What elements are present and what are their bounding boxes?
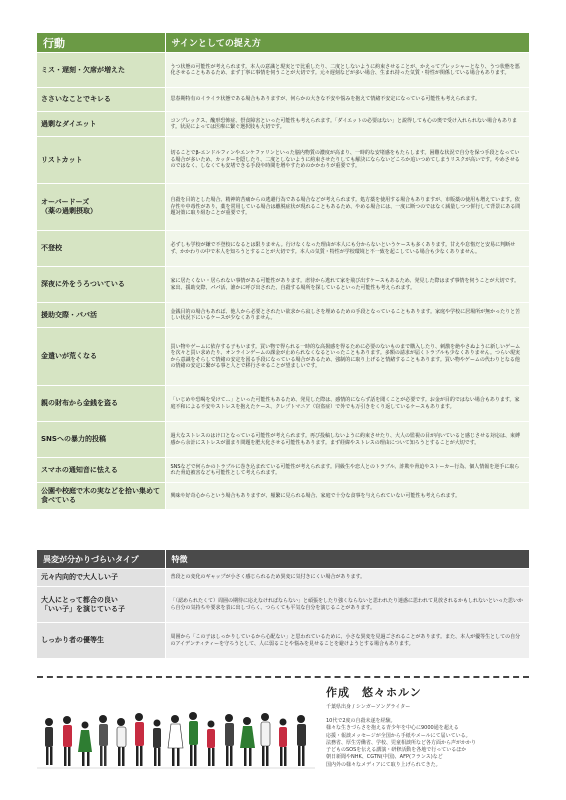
author-role: 千葉県出身 / シンガーソングライター bbox=[326, 704, 411, 710]
table-row bbox=[37, 303, 529, 328]
walking-person-figure bbox=[207, 721, 215, 767]
table-row bbox=[37, 483, 529, 510]
walking-person-figure bbox=[63, 716, 72, 766]
meaning-cell: 家に居たくない・居られない事情がある可能性があります。虐待から逃れて家を飛び出すケースもあるため、発見した際はまず事情を伺うことが大切です。家出、援助交際、パパ活、誰かに呼び出された、自殺する場所を探しているといった可能性も考えられます。 bbox=[165, 267, 529, 303]
meaning-cell: 自殺を目的とした場合、精神的苦痛からの逃避行為である場合などが考えられます。処方薬を使用する場合もありますが、市販薬の使用も増えています。依存性や中毒性があり、薬を常用している場合は離脱症状が現れることもあるため、やめる場合には、一度に断つのではなく減量しつつ併行して背景にある問題対策に取り組むことが重要です。 bbox=[165, 184, 529, 231]
behavior-cell: オーバードーズ （薬の過剰摂取） bbox=[37, 184, 165, 231]
meaning-cell: 過大なストレスのはけ口となっている可能性が考えられます。再び投稿しないように約束させたり、大人の監視の目が向いていると感じさせる対応は、束縛感から余計にストレスが溜まり問題を肥大化させる可能性もあります。まず経緯やストレスの理由について知ろうとすることが大切です。 bbox=[165, 422, 529, 458]
behavior-cell: ミス・遅刻・欠席が増えた bbox=[37, 53, 165, 88]
meaning-cell: SNSなどで何らかのトラブルに巻き込まれている可能性が考えられます。同級生や恋人とのトラブル、詐欺や脅迫やストーカー行為、個人情報を逆手に取られた脅迫被害なども可能性として考えられます。 bbox=[165, 458, 529, 483]
table-row bbox=[37, 137, 529, 184]
walking-person-figure bbox=[279, 719, 287, 767]
meaning-cell: 思春期特有のイライラ状態である場合もありますが、何らかの大きな不安や悩みを抱えて情緒不安定になっている可能性も考えられます。 bbox=[165, 88, 529, 112]
table-row bbox=[37, 267, 529, 303]
author-name: 作成 悠々ホルン bbox=[326, 686, 422, 699]
header-sign-meaning: サインとしての捉え方 bbox=[165, 33, 529, 53]
table-row bbox=[37, 422, 529, 458]
walking-person-figure bbox=[117, 718, 126, 766]
behavior-cell: リストカット bbox=[37, 137, 165, 184]
walking-person-figure bbox=[135, 713, 144, 766]
table-header-row bbox=[37, 33, 529, 53]
author-bio: 10代で2度の自殺未遂を経験。 様々な生きづらさを抱える青少年を中心に9000通を超える 応援・報談メッセージが全国から手紙やメールにて届いている。 法務省、厚生労働省、学校、児童相談所など各方面から声がかかり 子どものSOSを伝える講演・研修活動を各地で行っているほか 朝日新聞やNHK、CGTN(中国)、AFP(フランス)など 国内外の様々なメディアにて取り上げられてきた。 bbox=[326, 718, 477, 768]
behavior-cell: 公園や校庭で木の実などを拾い集めて食べている bbox=[37, 483, 165, 510]
walking-person-figure bbox=[240, 717, 255, 766]
dashed-divider bbox=[37, 676, 529, 678]
feature-cell: 「（認められたくて）周囲の期待に応えなければならない」と頑張をしたり強くならないと思われたり迷惑に思われて見放されるかもしれないといった思いから自分の気持ちや要求を表に出しづらく、つらくても平気な自分を演じることがあります。 bbox=[165, 587, 529, 623]
behavior-cell: 過剰なダイエット bbox=[37, 112, 165, 137]
table-row bbox=[37, 88, 529, 112]
table-row bbox=[37, 231, 529, 267]
meaning-cell: うつ状態の可能性が考えられます。本人の意識と現実とで比重したり、二度としないように約束させることが、かえってプレッシャーとなり、うつ状態を悪化させることもあるため、まず丁寧に事情を伺うことが大切です。元々遅刻などが多い場合、生まれ持った気質・特性が関係している場合もあります。 bbox=[165, 53, 529, 88]
table-row bbox=[37, 569, 529, 587]
behavior-cell: 不登校 bbox=[37, 231, 165, 267]
table-row bbox=[37, 328, 529, 386]
table-header-row bbox=[37, 550, 529, 569]
table-row bbox=[37, 587, 529, 623]
behavior-cell: SNSへの暴力的投稿 bbox=[37, 422, 165, 458]
table-row bbox=[37, 386, 529, 422]
author-profile bbox=[326, 684, 536, 769]
walking-person-figure bbox=[78, 722, 92, 767]
table-row bbox=[37, 184, 529, 231]
meaning-cell: 必ずしも学校が嫌で不登校になるとは限りません。行けなくなった理由が本人にも分からないというケースも多くあります。甘えや怠惰だと安易に判断せず、かかわりの中で本人を知ろうとすることが大切です。本人の気質・特性が学校環境と不一致を起こしている場合も少なくありません。 bbox=[165, 231, 529, 267]
feature-cell: 周囲から「この子はしっかりしているから心配ない」と思われているために、小さな異変を見過ごされることがあります。また、本人が優等生としての自分のアイデンティティーを守ろうとして、人に弱ることや悩みを見せることを避けようとする場合もあります。 bbox=[165, 623, 529, 659]
behavior-cell: 援助交際・パパ活 bbox=[37, 303, 165, 328]
walking-person-figure bbox=[99, 715, 108, 766]
type-cell: 元々内向的で大人しい子 bbox=[37, 569, 165, 587]
table-row bbox=[37, 458, 529, 483]
walking-person-figure bbox=[297, 715, 306, 766]
behavior-cell: スマホの通知音に怯える bbox=[37, 458, 165, 483]
meaning-cell: 「いじめや恐喝を受けて…」といった可能性もあるため、発見した際は、感情的にならず話を聞くことが必要です。お金が目的ではない場合もあります。家庭不和による不安やストレスを抱えたケース、クレプトマニア（窃盗症）で外でも万引きをくり返しているケースもあります。 bbox=[165, 386, 529, 422]
behavior-sign-table bbox=[37, 33, 529, 510]
table-row bbox=[37, 53, 529, 88]
behavior-cell: 深夜に外をうろついている bbox=[37, 267, 165, 303]
hard-to-notice-table bbox=[37, 550, 529, 659]
walking-person-figure bbox=[153, 720, 161, 767]
walking-person-figure bbox=[189, 712, 198, 766]
meaning-cell: 切ることでβ-エンドルフィンやエンケファリンといった脳内物質の濃度が高まり、一時的な安堵感をもたらします。困難な状況で自分を保つ手段となっている場合が多いため、カッターを隠したり、二度としないように約束させたりしても解決にならないどころか追いつめてしまうリスクが高いです。やめさせるのではなく、しなくても安堵できる手段や時間を増やすためのかかわりが重要です。 bbox=[165, 137, 529, 184]
walking-person-figure bbox=[225, 714, 234, 766]
meaning-cell: コンプレックス、醜形恐怖症、摂食障害といった可能性も考えられます。「ダイエットの必要はない」と説得しても心の奥で受け入れられない場合もあります。状況によっては医療に繋ぐ選択肢も大切です。 bbox=[165, 112, 529, 137]
header-type: 異変が分かりづらいタイプ bbox=[37, 550, 165, 569]
walking-person-figure bbox=[261, 713, 270, 766]
behavior-cell: 金遣いが荒くなる bbox=[37, 328, 165, 386]
behavior-cell: ささいなことでキレる bbox=[37, 88, 165, 112]
header-feature: 特徴 bbox=[165, 550, 529, 569]
crowd-illustration bbox=[37, 692, 315, 782]
header-behavior: 行動 bbox=[37, 33, 165, 53]
walking-person-figure bbox=[45, 718, 53, 765]
table-row bbox=[37, 623, 529, 659]
meaning-cell: 金銭目的の場合もあれば、他人から必要とされたい欲求から寂しさを埋めるための手段となっていることもあります。家庭や学校に居場所が無かったりと苦しい状況下にいるケースが少なくありません。 bbox=[165, 303, 529, 328]
table-row bbox=[37, 112, 529, 137]
walking-person-figure bbox=[168, 715, 183, 766]
feature-cell: 普段との変化のギャップが小さく感じられるため異変に気付きにくい場合があります。 bbox=[165, 569, 529, 587]
type-cell: しっかり者の優等生 bbox=[37, 623, 165, 659]
behavior-cell: 親の財布から金銭を盗る bbox=[37, 386, 165, 422]
type-cell: 大人にとって都合の良い 「いい子」を演じている子 bbox=[37, 587, 165, 623]
meaning-cell: 興味や好奇心からという場合もありますが、頻繁に見られる場合、家庭で十分な食事を与えられていない可能性も考えられます。 bbox=[165, 483, 529, 510]
meaning-cell: 買い物やゲームに依存する子もいます。買い物で得られる一時的な高揚感を得るために必要のないものまで購入したり、刺激を絶やさぬように新しいゲームを次々と買い求めたり、オンラインゲームの課金が止められなくなるといったこともあります。多額の請求が届くトラブルも少なくありません。つらい現実から意識をそらして情緒の安定を図る手段になっている場合があるため、強制的に取り上げると情緒することもあります。買い物やゲームの代わりとなる他の情緒の安定に繋がる事と人とで移行させることが望ましいです。 bbox=[165, 328, 529, 386]
